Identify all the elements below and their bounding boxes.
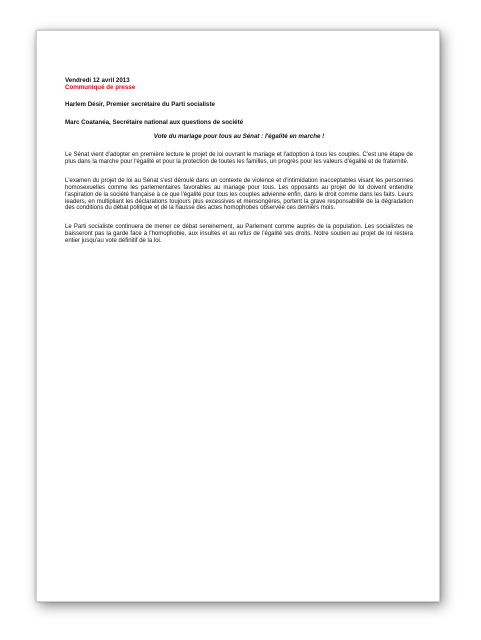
release-date: Vendredi 12 avril 2013 (65, 77, 130, 84)
author-line-2: Marc Coatanéa, Secrétaire national aux questions de société (65, 118, 244, 126)
author-line-1: Harlem Désir, Premier secrétaire du Parti socialiste (65, 101, 215, 109)
release-title: Vote du mariage pour tous au Sénat : l'égalité en marche ! (153, 132, 325, 140)
press-release-content (65, 77, 413, 245)
paragraph-2: L'examen du projet de loi au Sénat s'est déroulé dans un contexte de violence et d'intimidation inacceptables visant les personnes homosexuelles comme les parlementaires favorables au mariage pour tous. Les opposants au projet de loi doivent entendre l'aspiration de la société française à ce que l'égalité pour tous les couples advienne enfin, dans le droit comme dans les faits. Leurs leaders, en multipliant les déclarations toujours plus excessives et mensongères, portent la grave responsabilité de la dégradation des conditions du débat politique et de la hausse des actes homophobes observée ces derniers mois. (65, 177, 413, 212)
paragraph-1: Le Sénat vient d'adopter en première lecture le projet de loi ouvrant le mariage et l'adoption à tous les couples. C'est une étape de plus dans la marche pour l'égalité et pour la protection de toutes les familles, un progrès pour les valeurs d'égalité et de fraternité. (65, 152, 413, 165)
document-page (36, 30, 440, 602)
communique-label: Communiqué de presse (65, 84, 136, 92)
paragraph-3: Le Parti socialiste continuera de mener ce débat sereinement, au Parlement comme auprès de la population. Les socialistes ne baisseront pas la garde face à l'homophobie, aux insultes et au refus de l'égalité ses droits. Notre soutien au projet de loi restera entier jusqu'au vote définitif de la loi. (65, 224, 413, 245)
